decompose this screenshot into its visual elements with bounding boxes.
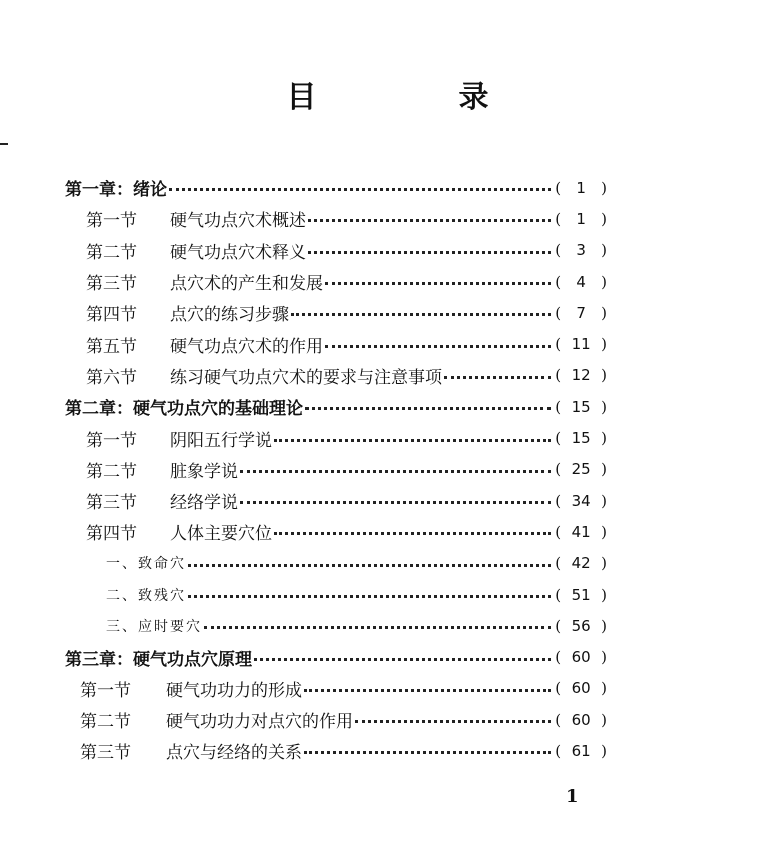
toc-subsection-2[interactable] [62, 579, 607, 610]
toc-page-ref: ( 15 ) [555, 397, 607, 416]
toc-page-ref: ( 3 ) [555, 241, 607, 260]
toc-page-ref: ( 42 ) [555, 554, 607, 573]
toc-section-1-2[interactable] [62, 235, 607, 266]
toc-entry-label: 第一章：绪论 [65, 180, 167, 201]
toc-page-ref: ( 11 ) [555, 335, 607, 354]
toc-entry-label: 一、致命穴 [106, 556, 186, 573]
toc-section-number: 第五节 [86, 336, 137, 357]
toc-page-number: 56 [571, 616, 591, 635]
dot-leader [308, 219, 551, 222]
toc-page-ref: ( 7 ) [555, 303, 607, 322]
dot-leader [169, 188, 551, 191]
footer-page-number: 1 [566, 786, 579, 807]
toc-entry-label: 三、应时要穴 [106, 618, 202, 635]
toc-page-number: 41 [571, 522, 591, 541]
toc-page-ref: ( 1 ) [555, 178, 607, 197]
toc-page-ref: ( 51 ) [555, 585, 607, 604]
dot-leader [325, 345, 551, 348]
toc-page-number: 12 [571, 366, 591, 385]
toc-page-ref: ( 34 ) [555, 491, 607, 510]
toc-page-number: 60 [571, 648, 591, 667]
toc-section-2-2[interactable] [62, 454, 607, 485]
toc-page-number: 60 [571, 710, 591, 729]
table-of-contents [62, 172, 607, 767]
page-title: 目 录 [286, 80, 545, 115]
dot-leader [240, 470, 551, 473]
toc-page-number: 1 [576, 209, 586, 228]
toc-entry-label: 硬气功功力的形成 [166, 680, 302, 701]
toc-section-number: 第三节 [86, 493, 137, 514]
toc-section-2-3[interactable] [62, 485, 607, 516]
dot-leader [305, 407, 551, 410]
toc-page-number: 42 [571, 554, 591, 573]
toc-section-number: 第三节 [80, 743, 131, 764]
toc-entry-label: 硬气功点穴术的作用 [170, 336, 323, 357]
dot-leader [204, 626, 551, 629]
toc-page-number: 60 [571, 679, 591, 698]
toc-entry-label: 点穴术的产生和发展 [170, 274, 323, 295]
dot-leader [304, 689, 551, 692]
toc-section-number: 第四节 [86, 524, 137, 545]
dot-leader [291, 313, 551, 316]
toc-section-number: 第一节 [86, 430, 137, 451]
toc-chapter-2[interactable] [62, 391, 607, 422]
toc-section-number: 第四节 [86, 305, 137, 326]
dot-leader [308, 251, 551, 254]
toc-entry-label: 硬气功点穴术释义 [170, 242, 306, 263]
toc-section-1-6[interactable] [62, 360, 607, 391]
toc-entry-label: 点穴与经络的关系 [166, 743, 302, 764]
toc-chapter-3[interactable] [62, 641, 607, 672]
dot-leader [355, 720, 551, 723]
margin-mark [0, 143, 8, 145]
toc-section-number: 第一节 [80, 680, 131, 701]
toc-page-number: 15 [571, 397, 591, 416]
toc-entry-label: 练习硬气功点穴术的要求与注意事项 [170, 367, 442, 388]
dot-leader [240, 501, 551, 504]
toc-page-ref: ( 25 ) [555, 460, 607, 479]
toc-page-number: 7 [576, 303, 586, 322]
toc-entry-label: 硬气功点穴术概述 [170, 211, 306, 232]
toc-entry-label: 人体主要穴位 [170, 524, 272, 545]
toc-entry-label: 经络学说 [170, 493, 238, 514]
toc-page-ref: ( 41 ) [555, 522, 607, 541]
toc-section-1-5[interactable] [62, 328, 607, 359]
toc-chapter-1[interactable] [62, 172, 607, 203]
toc-page-number: 15 [571, 429, 591, 448]
toc-page-number: 1 [576, 178, 586, 197]
toc-subsection-3[interactable] [62, 610, 607, 641]
dot-leader [325, 282, 551, 285]
toc-section-3-3[interactable] [62, 735, 607, 766]
toc-entry-label: 阴阳五行学说 [170, 430, 272, 451]
toc-page-ref: ( 1 ) [555, 209, 607, 228]
dot-leader [188, 595, 551, 598]
toc-section-number: 第一节 [86, 211, 137, 232]
toc-section-number: 第六节 [86, 367, 137, 388]
toc-entry-label: 硬气功功力对点穴的作用 [166, 712, 353, 733]
toc-page-number: 61 [571, 741, 591, 760]
toc-page-ref: ( 60 ) [555, 710, 607, 729]
toc-page-ref: ( 15 ) [555, 429, 607, 448]
toc-entry-label: 第二章：硬气功点穴的基础理论 [65, 399, 303, 420]
toc-entry-label: 二、致残穴 [106, 587, 186, 604]
toc-section-number: 第二节 [86, 242, 137, 263]
toc-page-number: 3 [576, 241, 586, 260]
toc-page-ref: ( 4 ) [555, 272, 607, 291]
toc-page-number: 51 [571, 585, 591, 604]
toc-page-number: 4 [576, 272, 586, 291]
toc-page-ref: ( 60 ) [555, 679, 607, 698]
dot-leader [304, 751, 551, 754]
dot-leader [254, 658, 551, 661]
dot-leader [274, 439, 551, 442]
toc-section-number: 第二节 [86, 461, 137, 482]
toc-section-number: 第三节 [86, 274, 137, 295]
toc-section-1-4[interactable] [62, 297, 607, 328]
toc-page-number: 34 [571, 491, 591, 510]
toc-section-3-1[interactable] [62, 673, 607, 704]
toc-entry-label: 脏象学说 [170, 461, 238, 482]
toc-page-number: 11 [571, 335, 591, 354]
toc-section-number: 第二节 [80, 712, 131, 733]
toc-page-ref: ( 56 ) [555, 616, 607, 635]
dot-leader [274, 532, 551, 535]
dot-leader [188, 564, 551, 567]
toc-section-2-4[interactable] [62, 516, 607, 547]
toc-page-ref: ( 61 ) [555, 741, 607, 760]
toc-section-3-2[interactable] [62, 704, 607, 735]
toc-page-ref: ( 60 ) [555, 648, 607, 667]
toc-entry-label: 第三章：硬气功点穴原理 [65, 649, 252, 670]
toc-entry-label: 点穴的练习步骤 [170, 305, 289, 326]
toc-section-2-1[interactable] [62, 422, 607, 453]
toc-section-1-1[interactable] [62, 203, 607, 234]
toc-section-1-3[interactable] [62, 266, 607, 297]
toc-page-ref: ( 12 ) [555, 366, 607, 385]
toc-page-number: 25 [571, 460, 591, 479]
toc-subsection-1[interactable] [62, 548, 607, 579]
dot-leader [444, 376, 551, 379]
